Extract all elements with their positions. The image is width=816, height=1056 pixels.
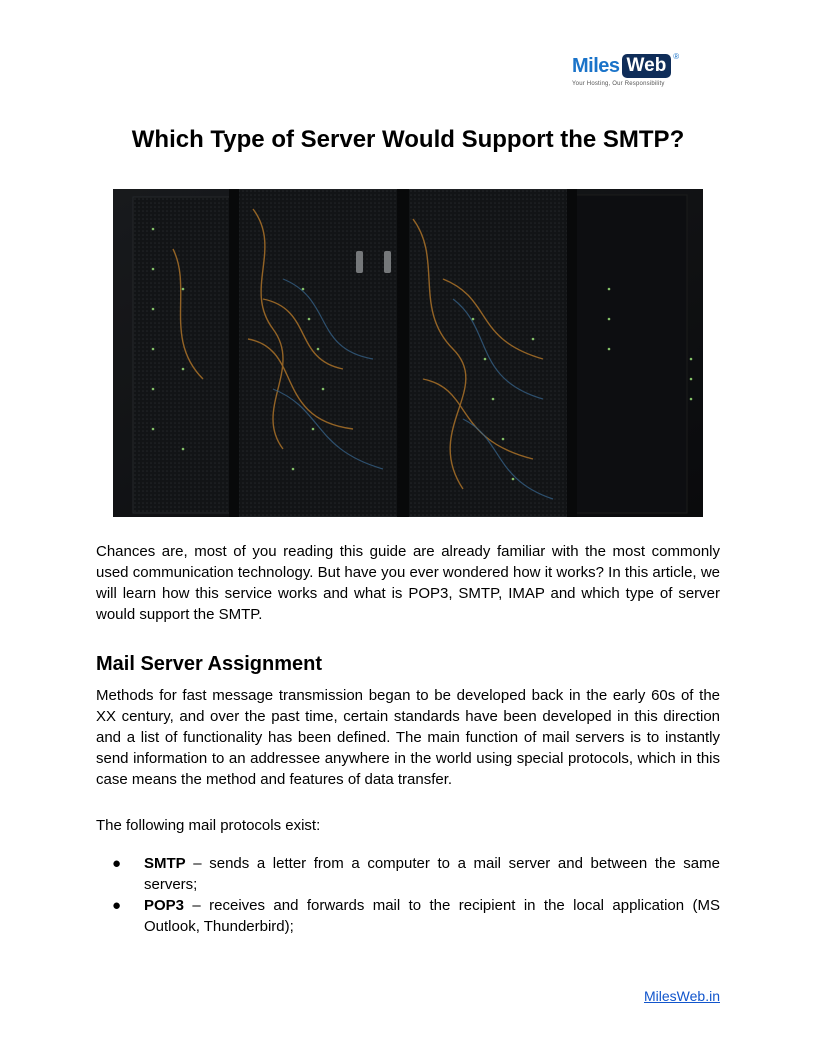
logo-tagline: Your Hosting, Our Responsibility (572, 81, 665, 87)
bullet-icon: ● (112, 855, 122, 872)
footer-link[interactable]: MilesWeb.in (644, 988, 720, 1004)
milesweb-logo (572, 52, 706, 92)
logo-registered-mark: ® (673, 52, 680, 61)
logo-web-text: Web (622, 54, 672, 78)
list-item (96, 853, 720, 895)
intro-paragraph: Chances are, most of you reading this guide are already familiar with the most commonly used communication technology. But have you ever wondered how it works? In this article, we will learn how this service works and what is POP3, SMTP, IMAP and which type of server would support the SMTP. (96, 543, 720, 623)
list-intro: The following mail protocols exist: (96, 817, 321, 834)
section-heading: Mail Server Assignment (96, 653, 323, 675)
protocol-description: – receives and forwards mail to the recipient in the local application (MS Outlook, Thunderbird); (144, 897, 720, 935)
protocol-list (96, 853, 720, 937)
list-item (96, 895, 720, 937)
protocol-name: POP3 (144, 897, 185, 914)
page-title: Which Type of Server Would Support the SMTP? (131, 126, 685, 153)
bullet-icon: ● (112, 897, 122, 914)
logo-miles-text: Miles (572, 54, 620, 77)
server-rack-image (113, 189, 703, 517)
section-paragraph: Methods for fast message transmission began to be developed back in the early 60s of the XX century, and over the past time, certain standards have been developed in this direction and a list of functionality has been defined. The main function of mail servers is to instantly send information to an addressee anywhere in the world using special protocols, which in this case means the method and features of data transfer. (96, 687, 720, 788)
protocol-description: – sends a letter from a computer to a mail server and between the same servers; (144, 855, 720, 893)
protocol-name: SMTP (144, 855, 186, 872)
